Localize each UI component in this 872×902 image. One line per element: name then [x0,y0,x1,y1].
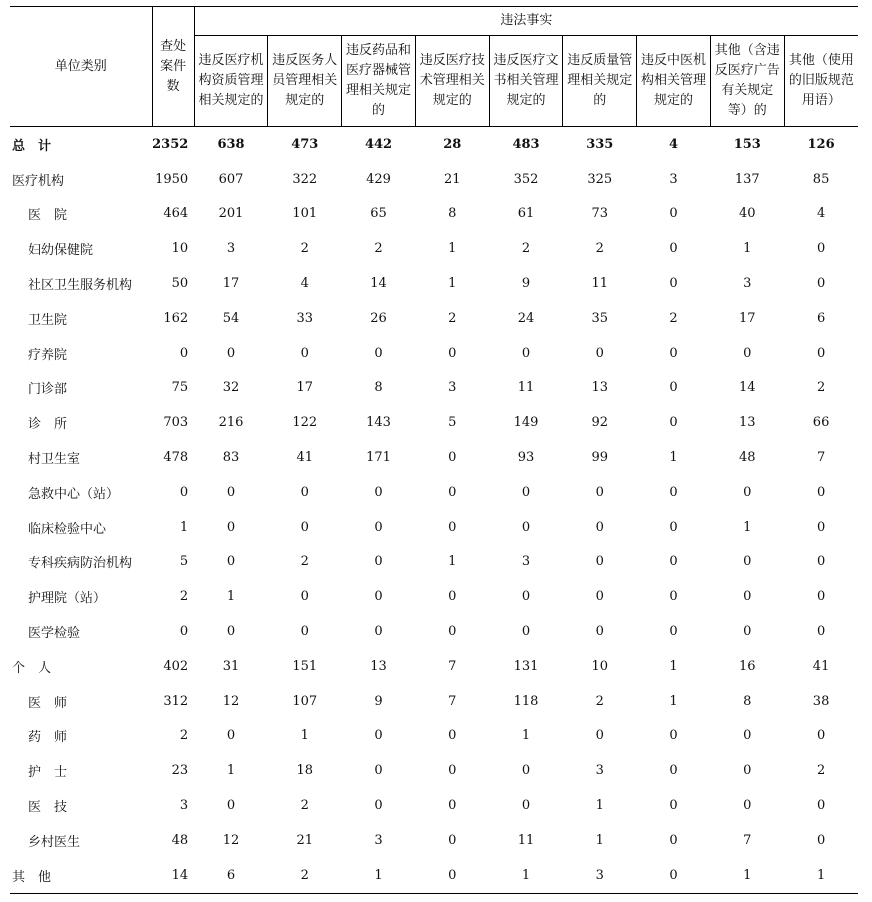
row-label: 临床检验中心 [28,521,107,537]
cell-value: 3 [743,276,752,292]
table-row [10,823,858,858]
cell-case-count: 3 [179,798,189,814]
cell-value: 0 [595,484,604,500]
cell-value: 41 [812,658,830,674]
cell-value: 73 [591,206,609,222]
row-label: 诊 所 [28,417,68,433]
cell-value: 0 [300,519,309,535]
cell-case-count: 1 [179,519,189,535]
row-label: 医 院 [28,208,68,224]
cell-value: 0 [816,798,826,814]
cell-value: 429 [366,171,391,187]
cell-value: 1 [448,241,457,257]
row-label: 护 士 [28,765,68,781]
cell-value: 131 [513,658,539,674]
cell-value: 0 [595,728,604,744]
cell-value: 0 [816,728,826,744]
cell-value: 0 [226,728,236,744]
cell-value: 99 [591,450,609,466]
cell-value: 2 [268,858,342,893]
cell-value: 0 [521,624,531,640]
row-label: 专科疾病防治机构 [28,556,133,572]
cell-value: 7 [448,658,457,674]
cell-value: 66 [812,415,830,431]
cell-value: 21 [444,171,461,187]
table-row [10,266,858,301]
cell-case-count: 14 [152,858,194,893]
cell-value: 0 [374,519,383,535]
cell-value: 0 [226,484,236,500]
cell-value: 0 [637,858,711,893]
cell-value: 473 [291,136,319,152]
row-label: 药 师 [28,730,68,746]
cell-value: 101 [292,206,318,222]
cell-value: 48 [739,450,756,466]
cell-case-count: 1950 [155,171,189,187]
cell-value: 3 [448,380,457,396]
cell-value: 92 [591,415,609,431]
cell-value: 2 [300,798,309,814]
cell-value: 1 [226,763,236,779]
cell-case-count: 2 [179,589,189,605]
cell-value: 0 [521,345,531,361]
header-violation-facts: 违法事实 [194,7,858,36]
cell-case-count: 5 [179,554,189,570]
cell-value: 0 [669,380,678,396]
cell-value: 28 [443,136,462,152]
cell-value: 483 [512,136,540,152]
cell-value: 13 [739,415,756,431]
cell-value: 0 [448,450,457,466]
cell-case-count: 0 [179,624,189,640]
cell-value: 0 [595,554,604,570]
cell-value: 6 [816,310,826,326]
cell-value: 12 [222,693,240,709]
cell-value: 0 [669,206,678,222]
cell-value: 1 [710,858,784,893]
cell-value: 11 [517,832,535,848]
table-row [10,545,858,580]
cell-value: 0 [226,554,236,570]
cell-case-count: 312 [163,693,189,709]
cell-value: 352 [513,171,539,187]
cell-value: 0 [448,832,457,848]
header-violation-col-8: 其他（含违反医疗广告有关规定等）的 [710,36,784,127]
cell-value: 32 [222,380,240,396]
cell-value: 638 [217,136,245,152]
cell-value: 24 [517,310,535,326]
cell-value: 0 [816,276,826,292]
cell-case-count: 75 [171,380,189,396]
cell-value: 0 [743,763,752,779]
cell-value: 0 [374,484,383,500]
cell-value: 8 [448,206,457,222]
cell-value: 1 [300,728,309,744]
cell-value: 3 [669,171,678,187]
table-body [10,127,858,894]
row-label: 卫生院 [28,312,68,328]
cell-case-count: 48 [171,832,189,848]
cell-value: 0 [226,798,236,814]
cell-value: 0 [816,241,826,257]
violation-cases-table [10,6,858,894]
cell-value: 31 [222,658,240,674]
cell-value: 54 [222,310,240,326]
cell-value: 0 [595,345,604,361]
row-label: 个 人 [12,660,52,676]
cell-value: 0 [669,484,678,500]
cell-value: 2 [816,380,826,396]
row-label: 乡村医生 [28,834,81,850]
cell-value: 0 [374,763,383,779]
cell-case-count: 2352 [152,136,189,152]
cell-value: 0 [300,484,309,500]
cell-value: 149 [513,415,539,431]
cell-case-count: 162 [163,310,189,326]
header-violation-col-6: 违反质量管理相关规定的 [563,36,637,127]
cell-value: 0 [669,763,678,779]
header-violation-col-4: 违反医疗技术管理相关规定的 [415,36,489,127]
cell-value: 0 [816,519,826,535]
cell-value: 2 [448,310,457,326]
cell-case-count: 464 [163,206,189,222]
cell-value: 7 [448,693,457,709]
cell-value: 0 [521,798,531,814]
cell-value: 2 [300,241,309,257]
cell-value: 0 [669,728,678,744]
cell-value: 2 [595,241,604,257]
cell-value: 1 [743,519,752,535]
cell-value: 0 [521,519,531,535]
cell-value: 0 [669,624,678,640]
cell-value: 6 [194,858,268,893]
cell-value: 107 [292,693,318,709]
cell-value: 0 [226,624,236,640]
cell-value: 0 [669,241,678,257]
cell-value: 0 [374,554,383,570]
table-row [10,127,858,162]
cell-value: 0 [521,763,531,779]
cell-value: 2 [374,241,383,257]
row-label: 疗养院 [28,347,68,363]
cell-value: 0 [743,345,752,361]
cell-value: 7 [743,832,752,848]
cell-value: 0 [374,798,383,814]
table-row [10,614,858,649]
cell-value: 4 [669,136,679,152]
cell-value: 0 [415,858,489,893]
cell-value: 17 [222,276,240,292]
cell-case-count: 478 [163,450,189,466]
header-violation-col-3: 违反药品和医疗器械管理相关规定的 [342,36,416,127]
cell-value: 0 [743,484,752,500]
cell-value: 0 [521,589,531,605]
cell-value: 2 [816,763,826,779]
cell-value: 1 [669,693,678,709]
cell-value: 65 [370,206,387,222]
cell-value: 0 [816,832,826,848]
cell-value: 17 [739,310,756,326]
cell-value: 0 [669,589,678,605]
row-label: 医疗机构 [12,173,65,189]
cell-value: 0 [374,728,383,744]
cell-value: 17 [296,380,314,396]
row-label: 社区卫生服务机构 [28,278,133,294]
cell-value: 0 [669,554,678,570]
cell-value: 0 [743,798,752,814]
cell-value: 13 [591,380,609,396]
cell-value: 3 [521,554,531,570]
table-row [10,371,858,406]
cell-value: 2 [595,693,604,709]
cell-value: 0 [374,345,383,361]
cell-value: 7 [816,450,826,466]
cell-value: 9 [374,693,383,709]
cell-value: 5 [448,415,457,431]
cell-value: 0 [448,798,457,814]
cell-value: 9 [521,276,531,292]
cell-value: 0 [743,554,752,570]
cell-value: 0 [669,345,678,361]
cell-value: 4 [300,276,309,292]
cell-value: 2 [521,241,531,257]
cell-value: 16 [739,658,756,674]
cell-value: 0 [816,345,826,361]
table-row [10,336,858,371]
row-label: 医学检验 [28,626,81,642]
cell-case-count: 23 [171,763,189,779]
cell-case-count: 2 [179,728,189,744]
row-label: 医 师 [28,695,68,711]
cell-value: 14 [370,276,387,292]
cell-value: 10 [591,658,609,674]
cell-value: 2 [300,554,309,570]
table-row [10,684,858,719]
cell-value: 325 [587,171,613,187]
table-row [10,440,858,475]
cell-value: 0 [816,484,826,500]
table-row [10,510,858,545]
row-label: 总 计 [12,138,52,154]
cell-value: 12 [222,832,240,848]
cell-value: 137 [734,171,760,187]
header-violation-col-5: 违反医疗文书相关管理规定的 [489,36,563,127]
cell-value: 3 [226,241,236,257]
cell-value: 14 [739,380,756,396]
table-row [10,788,858,823]
table-row [10,405,858,440]
cell-value: 21 [296,832,314,848]
cell-value: 8 [374,380,383,396]
cell-value: 0 [226,519,236,535]
cell-value: 85 [812,171,830,187]
cell-value: 1 [226,589,236,605]
header-violation-col-1: 违反医疗机构资质管理相关规定的 [194,36,268,127]
cell-value: 0 [743,728,752,744]
cell-value: 0 [226,345,236,361]
table-row [10,649,858,684]
cell-value: 38 [812,693,830,709]
cell-value: 0 [669,798,678,814]
header-violation-col-9: 其他（使用的旧版规范用语） [784,36,858,127]
cell-value: 0 [521,484,531,500]
table-row [10,301,858,336]
cell-case-count: 10 [171,241,189,257]
cell-value: 1 [743,241,752,257]
cell-value: 3 [374,832,383,848]
table-row [10,719,858,754]
cell-value: 0 [374,624,383,640]
cell-value: 11 [591,276,609,292]
cell-value: 1 [521,728,531,744]
cell-value: 0 [448,728,457,744]
cell-value: 0 [669,832,678,848]
header-violation-col-7: 违反中医机构相关管理规定的 [637,36,711,127]
cell-value: 607 [218,171,244,187]
cell-value: 2 [669,310,678,326]
cell-value: 0 [448,763,457,779]
cell-value: 0 [448,484,457,500]
cell-value: 0 [743,624,752,640]
cell-value: 1 [595,832,604,848]
cell-value: 8 [743,693,752,709]
cell-value: 0 [448,624,457,640]
row-label: 村卫生室 [28,452,81,468]
cell-value: 4 [816,206,826,222]
cell-case-count: 402 [163,658,189,674]
table-row [10,197,858,232]
cell-value: 93 [517,450,535,466]
cell-value: 1 [669,450,678,466]
cell-value: 0 [816,624,826,640]
cell-value: 0 [374,589,383,605]
row-label: 医 技 [28,800,68,816]
cell-case-count: 50 [171,276,189,292]
table-row [10,858,858,893]
cell-value: 35 [591,310,609,326]
cell-value: 322 [292,171,318,187]
cell-value: 40 [739,206,756,222]
cell-value: 83 [222,450,240,466]
cell-value: 442 [364,136,393,152]
cell-value: 0 [669,415,678,431]
cell-value: 0 [595,624,604,640]
cell-value: 11 [517,380,535,396]
cell-value: 1 [784,858,858,893]
cell-value: 1 [595,798,604,814]
table-row [10,753,858,788]
cell-value: 0 [300,589,309,605]
cell-value: 1 [669,658,678,674]
cell-value: 143 [366,415,391,431]
row-label: 其 他 [10,858,152,893]
table-row [10,231,858,266]
cell-value: 41 [296,450,314,466]
cell-value: 0 [669,519,678,535]
header-unit-category: 单位类别 [10,7,152,127]
header-violation-col-2: 违反医务人员管理相关规定的 [268,36,342,127]
cell-value: 0 [448,589,457,605]
cell-value: 1 [489,858,563,893]
cell-case-count: 0 [179,484,189,500]
cell-value: 0 [816,589,826,605]
row-label: 门诊部 [28,382,68,398]
row-label: 急救中心（站） [28,486,120,502]
cell-value: 335 [586,136,614,152]
cell-value: 151 [292,658,318,674]
cell-value: 18 [296,763,314,779]
table-header [10,7,858,127]
cell-value: 153 [733,136,761,152]
header-case-count-text: 查处案件数 [160,38,187,94]
cell-value: 13 [370,658,387,674]
cell-value: 3 [595,763,604,779]
cell-value: 0 [448,519,457,535]
cell-value: 0 [595,589,604,605]
cell-value: 0 [595,519,604,535]
cell-value: 1 [448,276,457,292]
cell-value: 118 [513,693,539,709]
cell-value: 122 [292,415,318,431]
cell-value: 1 [342,858,416,893]
cell-value: 171 [366,450,391,466]
table-row [10,475,858,510]
cell-value: 0 [743,589,752,605]
cell-value: 0 [300,345,309,361]
cell-value: 3 [563,858,637,893]
cell-value: 0 [816,554,826,570]
row-label: 妇幼保健院 [28,243,94,259]
cell-case-count: 703 [163,415,189,431]
cell-case-count: 0 [179,345,189,361]
cell-value: 1 [448,554,457,570]
cell-value: 126 [807,136,835,152]
cell-value: 61 [517,206,535,222]
row-label: 护理院（站） [28,591,107,607]
cell-value: 0 [448,345,457,361]
cell-value: 201 [218,206,244,222]
cell-value: 26 [370,310,387,326]
cell-value: 216 [218,415,244,431]
table-row [10,162,858,197]
header-case-count [152,7,194,127]
cell-value: 0 [669,276,678,292]
cell-value: 33 [296,310,314,326]
cell-value: 0 [300,624,309,640]
table-row [10,579,858,614]
